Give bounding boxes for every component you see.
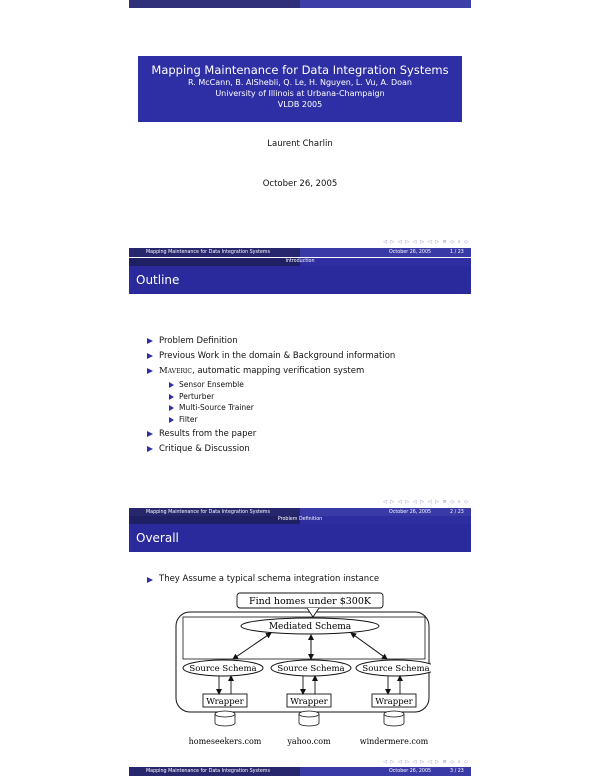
outline-list (147, 334, 395, 457)
presenter-name: Laurent Charlin (267, 139, 333, 149)
source-schema-label: Source Schema (189, 664, 257, 674)
footer-page-number: 1 / 23 (450, 250, 464, 255)
outline-slide (129, 258, 471, 516)
source-schema-label: Source Schema (362, 664, 430, 674)
navigation-symbols[interactable]: ◁ ▷ ◁ ▷ ◁ ▷ ◁ ▷ ≡ ◇ ⌕ ◇ (383, 239, 469, 245)
list-item-text: , automatic mapping verification system (191, 366, 365, 376)
footer-page-number: 2 / 23 (450, 510, 464, 515)
frame-title: Outline (129, 266, 471, 294)
source-schema-label: Source Schema (277, 664, 345, 674)
schema-integration-diagram (171, 590, 431, 750)
intro-bullet: They Assume a typical schema integration instance (147, 574, 379, 584)
footer-page-number: 3 / 23 (450, 769, 464, 774)
title-slide (129, 0, 471, 258)
slide-footer (129, 248, 471, 257)
top-navigation-bar (129, 0, 471, 8)
sub-list-item: Filter (147, 414, 395, 426)
mediated-schema-label: Mediated Schema (268, 622, 352, 632)
database-icon (215, 711, 235, 726)
list-item: Critique & Discussion (147, 442, 395, 457)
query-text: Find homes under $300K (249, 596, 371, 607)
slide-footer (129, 767, 471, 776)
section-name: Introduction (285, 259, 315, 264)
list-item: Results from the paper (147, 427, 395, 442)
sub-list-item: Sensor Ensemble (147, 379, 395, 391)
navigation-symbols[interactable]: ◁ ▷ ◁ ▷ ◁ ▷ ◁ ▷ ≡ ◇ ⌕ ◇ (383, 499, 469, 505)
mapping-arrow (233, 633, 271, 659)
list-item: Problem Definition (147, 334, 395, 349)
venue: VLDB 2005 (277, 100, 323, 109)
section-header-bar (129, 516, 471, 524)
footer-date: October 26, 2005 (389, 510, 432, 515)
sub-list-item: Multi-Source Trainer (147, 402, 395, 414)
presentation-date: October 26, 2005 (262, 179, 338, 189)
database-icon (384, 711, 404, 726)
affiliation: University of Illinois at Urbana-Champaign (215, 89, 385, 98)
overall-slide (129, 516, 471, 776)
system-name: Maveric (159, 366, 192, 376)
list-item (147, 364, 395, 379)
footer-date: October 26, 2005 (389, 250, 432, 255)
sub-list-item: Perturber (147, 391, 395, 403)
wrapper-label: Wrapper (375, 697, 413, 707)
database-icon (299, 711, 319, 726)
frame-title: Overall (129, 524, 471, 552)
footer-title: Mapping Maintenance for Data Integration Systems (129, 508, 300, 517)
wrapper-label: Wrapper (290, 697, 328, 707)
section-name: Problem Definition (277, 517, 323, 522)
footer-title: Mapping Maintenance for Data Integration Systems (129, 767, 300, 776)
section-header-bar (129, 258, 471, 266)
wrapper-label: Wrapper (206, 697, 244, 707)
navigation-symbols[interactable]: ◁ ▷ ◁ ▷ ◁ ▷ ◁ ▷ ≡ ◇ ⌕ ◇ (383, 759, 469, 765)
presentation-title: Mapping Maintenance for Data Integration Systems (151, 63, 449, 77)
title-block (138, 56, 462, 122)
mapping-arrow (351, 633, 387, 659)
footer-date: October 26, 2005 (389, 769, 432, 774)
authors: R. McCann, B. AlShebli, Q. Le, H. Nguyen, L. Vu, A. Doan (187, 78, 412, 87)
site-label: homeseekers.com (188, 737, 262, 746)
list-item: Previous Work in the domain & Background information (147, 349, 395, 364)
site-label: yahoo.com (287, 737, 331, 746)
site-label: windermere.com (359, 737, 429, 746)
footer-title: Mapping Maintenance for Data Integration Systems (129, 248, 300, 257)
